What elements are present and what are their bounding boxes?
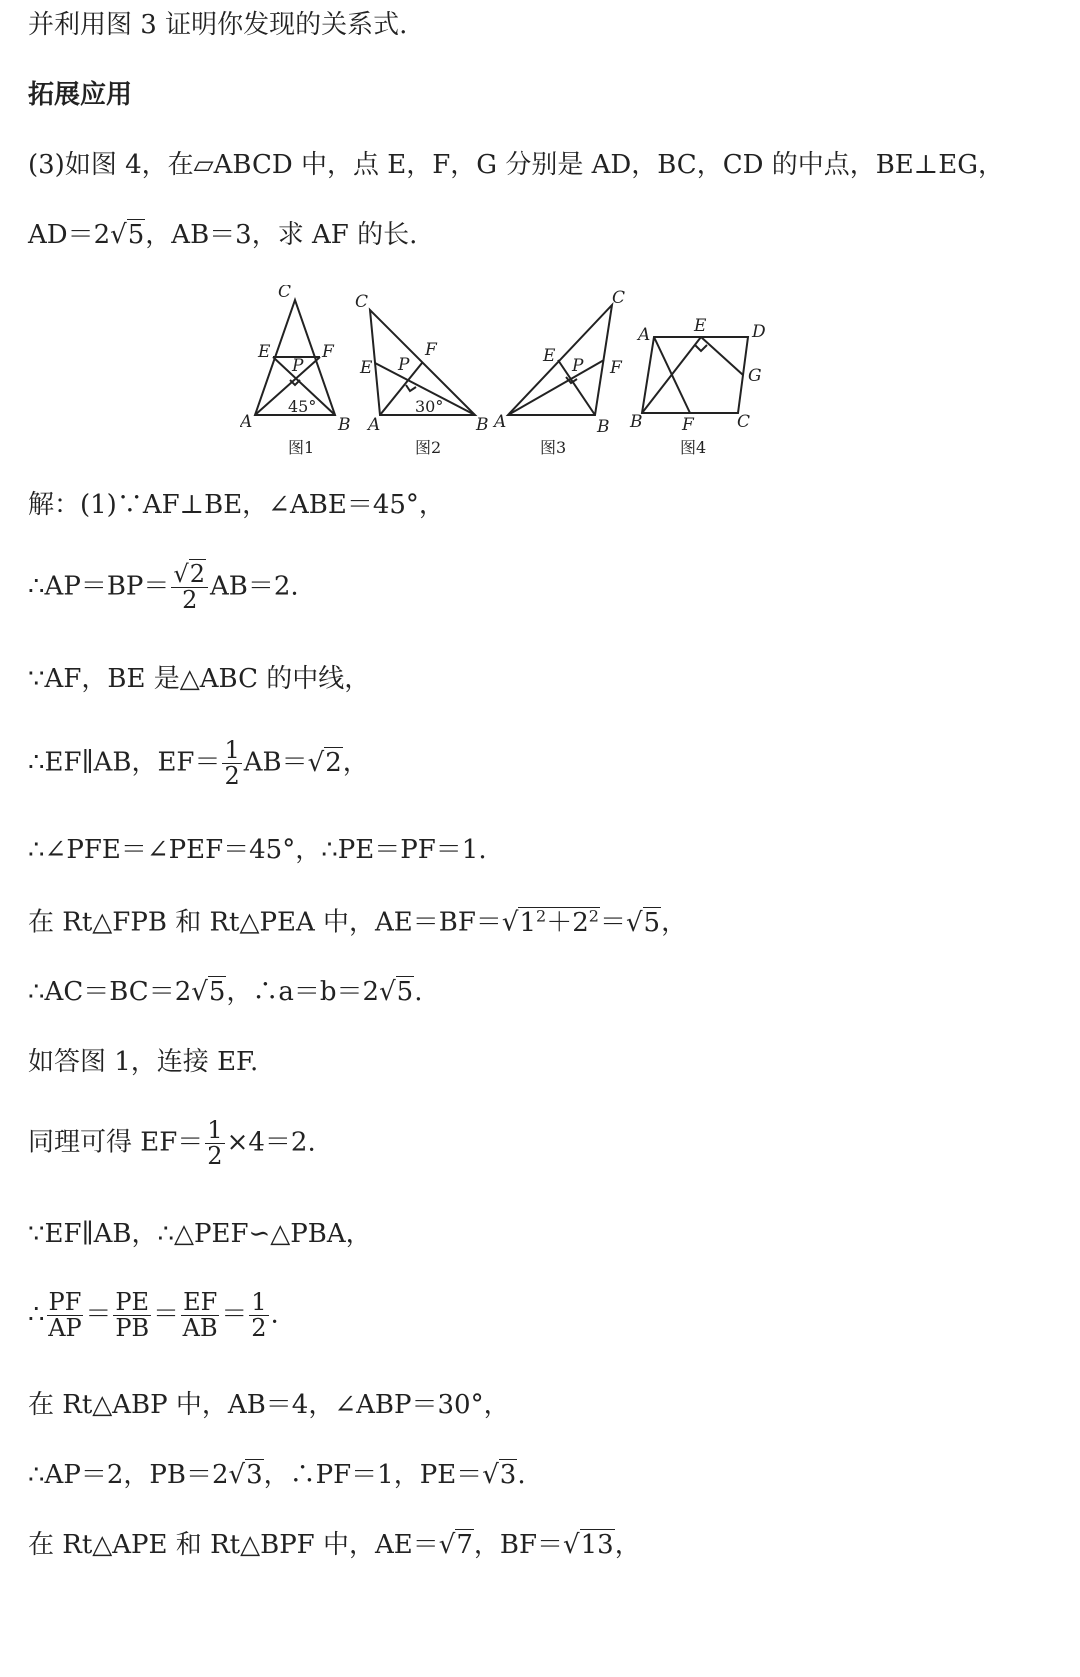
label-a: A — [638, 325, 651, 345]
text: ＝ — [153, 1299, 180, 1330]
parallelogram-abcd — [642, 337, 748, 413]
text: ，∴a＝b＝2 — [226, 977, 380, 1007]
triangle-abc — [508, 305, 612, 415]
label-g: G — [748, 366, 762, 386]
figure-2 — [355, 292, 489, 457]
geometry-figures — [240, 285, 780, 465]
sqrt-expression: √5 — [110, 220, 145, 250]
text: ， — [661, 907, 688, 938]
fraction: $\frac{EF}{AB}$ — [182, 1288, 218, 1343]
solution-line-8: 如答图 1，连接 EF. — [28, 1047, 259, 1077]
text: . — [517, 1460, 526, 1490]
solution-line-13 — [28, 1462, 526, 1488]
label-e: E — [543, 346, 556, 366]
solution-line-10: ∵EF∥AB，∴△PEF∽△PBA， — [28, 1219, 372, 1249]
label-c: C — [612, 288, 626, 308]
label-d: D — [752, 322, 766, 342]
sqrt-expression: √5 — [625, 907, 661, 938]
label-a: A — [240, 412, 253, 432]
right-angle-mark — [290, 380, 300, 385]
angle-label: 30° — [415, 397, 444, 416]
solution-line-7 — [28, 979, 422, 1005]
label-f: F — [682, 415, 694, 435]
text: ， — [342, 747, 369, 778]
segment-af — [654, 337, 690, 413]
caption-fig-1: 图1 — [288, 438, 315, 457]
segment-eg — [701, 337, 743, 375]
label-e: E — [360, 358, 373, 378]
text: ∴EF∥AB，EF＝ — [28, 747, 221, 778]
label-p: P — [398, 355, 410, 375]
label-b: B — [597, 417, 610, 437]
section-heading: 拓展应用 — [28, 80, 133, 110]
fraction: $\frac{1}{2}$ — [224, 736, 240, 791]
angle-label: 45° — [288, 397, 317, 416]
label-b: B — [630, 412, 643, 432]
sqrt-expression: $√1^2+2^2$ — [501, 906, 599, 938]
solution-line-4 — [28, 738, 369, 789]
figure-1 — [240, 285, 351, 457]
text: ，BF＝ — [473, 1530, 564, 1560]
text: ∴AP＝BP＝ — [28, 571, 170, 602]
caption-fig-3: 图3 — [540, 438, 567, 457]
label-b: B — [338, 415, 351, 435]
label-b: B — [476, 415, 489, 435]
sqrt-expression: √2 — [307, 747, 342, 778]
sqrt-expression: √5 — [379, 977, 414, 1007]
text: . — [270, 1299, 279, 1330]
solution-line-1: 解：(1)∵AF⊥BE，∠ABE＝45°， — [28, 490, 445, 520]
text: ，∴PF＝1，PE＝ — [263, 1460, 483, 1490]
text: ∴AC＝BC＝2 — [28, 977, 192, 1007]
label-e: E — [694, 316, 707, 336]
text-line-intro: 并利用图 3 证明你发现的关系式. — [28, 10, 408, 40]
caption-fig-2: 图2 — [415, 438, 442, 457]
figure-4 — [629, 316, 766, 457]
fraction: $\frac{1}{2}$ — [207, 1116, 223, 1171]
text: AB＝2. — [210, 571, 299, 602]
solution-line-11 — [28, 1290, 279, 1341]
solution-line-9 — [28, 1118, 316, 1169]
label-e: E — [258, 342, 271, 362]
question-3-line-2 — [28, 222, 417, 248]
sqrt-expression: √5 — [191, 977, 226, 1007]
text: ，AB＝3，求 AF 的长. — [145, 220, 418, 250]
label-f: F — [322, 342, 334, 362]
question-3-line-1: (3)如图 4，在▱ABCD 中，点 E，F，G 分别是 AD，BC，CD 的中点，BE⊥EG， — [28, 150, 1004, 180]
label-a: A — [368, 415, 381, 435]
text: ＝ — [221, 1299, 248, 1330]
text: ＝ — [599, 907, 626, 938]
fraction: $\frac{PF}{AP}$ — [48, 1288, 82, 1343]
caption-fig-4: 图4 — [680, 438, 707, 457]
text: 在 Rt△FPB 和 Rt△PEA 中，AE＝BF＝ — [28, 907, 502, 938]
solution-line-14 — [28, 1532, 641, 1558]
fraction: $\frac{1}{2}$ — [251, 1288, 267, 1343]
label-p: P — [572, 356, 584, 376]
solution-line-2 — [28, 562, 299, 613]
label-f: F — [425, 340, 437, 360]
label-c: C — [737, 412, 751, 432]
label-f: F — [610, 358, 622, 378]
text: AB＝ — [243, 747, 308, 778]
label-p: P — [292, 356, 304, 376]
sqrt-expression: √3 — [228, 1460, 263, 1490]
right-angle-mark — [406, 385, 416, 391]
text: ＝ — [85, 1299, 112, 1330]
text: . — [414, 977, 423, 1007]
text: ×4＝2. — [226, 1127, 316, 1158]
text: ， — [614, 1530, 641, 1560]
sqrt-expression: √13 — [563, 1530, 614, 1560]
text: ∴AP＝2，PB＝2 — [28, 1460, 229, 1490]
text: ∴ — [28, 1299, 45, 1330]
solution-line-3: ∵AF，BE 是△ABC 的中线， — [28, 664, 371, 694]
solution-line-6 — [28, 908, 687, 936]
solution-line-12: 在 Rt△ABP 中，AB＝4，∠ABP＝30°， — [28, 1390, 510, 1420]
sqrt-expression: √7 — [438, 1530, 473, 1560]
fraction: $\frac{PE}{PB}$ — [115, 1288, 150, 1343]
text: AD＝2 — [28, 220, 111, 250]
fraction: $\frac{√2}{2}$ — [171, 562, 208, 613]
figure-3 — [492, 288, 625, 457]
solution-line-5: ∴∠PFE＝∠PEF＝45°，∴PE＝PF＝1. — [28, 835, 487, 865]
label-c: C — [278, 285, 292, 302]
sqrt-expression: √3 — [482, 1460, 517, 1490]
text: 在 Rt△APE 和 Rt△BPF 中，AE＝ — [28, 1530, 439, 1560]
label-a: A — [494, 412, 507, 432]
text: 同理可得 EF＝ — [28, 1127, 204, 1158]
label-c: C — [355, 292, 369, 312]
right-angle-mark — [695, 345, 707, 351]
